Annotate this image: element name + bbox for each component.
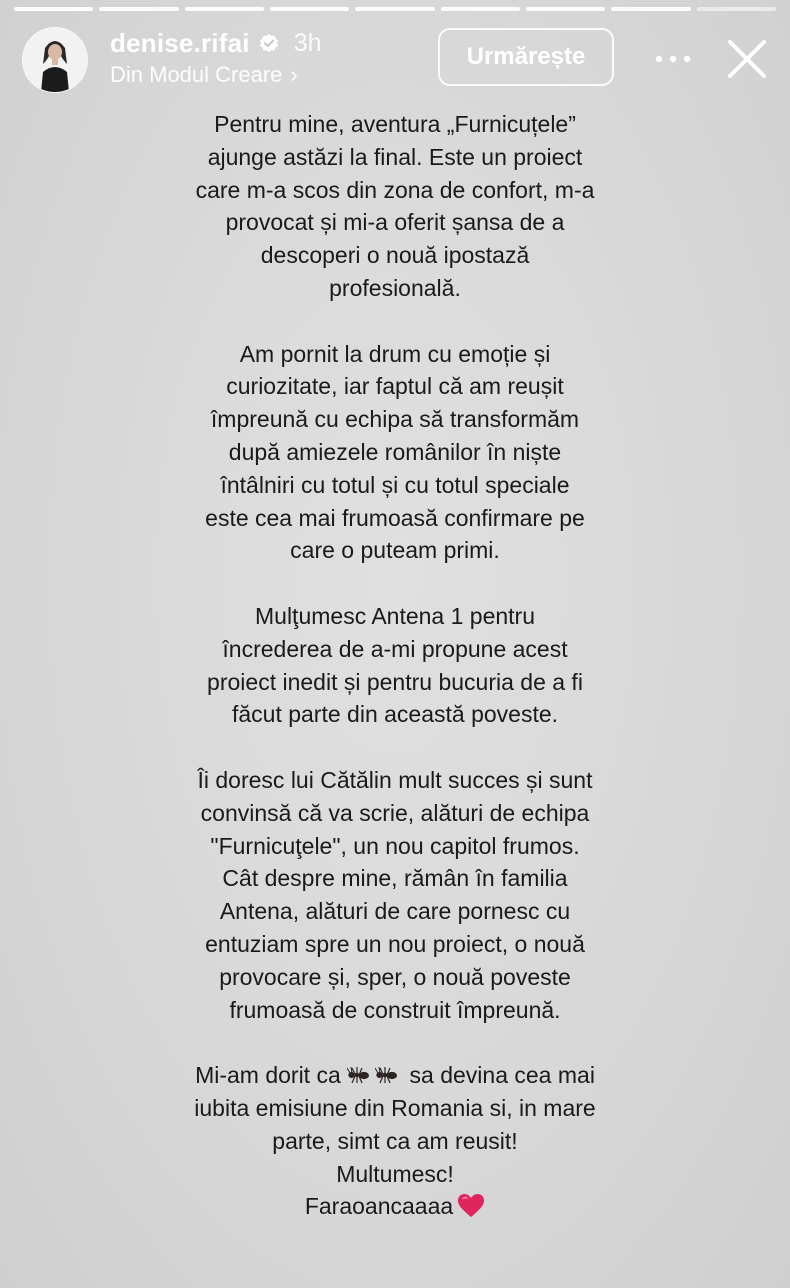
- text-line: ajunge astăzi la final. Este un proiect: [207, 143, 583, 170]
- text-line: care o puteam primi.: [290, 537, 500, 564]
- story-progress-bar: [14, 7, 776, 11]
- text-line: Antena, alături de care pornesc cu: [219, 898, 571, 925]
- signature-text: Faraoancaaaa: [304, 1193, 454, 1220]
- text-line: provocare și, sper, o nouă poveste: [219, 963, 571, 990]
- text-line: care m-a scos din zona de confort, m-a: [195, 176, 595, 203]
- story-paragraph: [150, 338, 640, 568]
- text-line: încrederea de a-mi propune acest: [222, 635, 568, 662]
- closing-line1-end: sa devina cea mai: [403, 1062, 595, 1089]
- username[interactable]: denise.rifai: [110, 28, 250, 58]
- text-line: "Furnicuţele", un nou capitol frumos.: [210, 832, 580, 859]
- more-options-icon[interactable]: [648, 44, 698, 74]
- text-line: proiect inedit și pentru bucuria de a fi: [207, 668, 583, 695]
- progress-segment: [14, 7, 93, 11]
- text-line: entuziam spre un nou proiect, o nouă: [205, 930, 585, 957]
- progress-segment: [441, 7, 520, 11]
- progress-segment: [611, 7, 690, 11]
- user-info: [110, 28, 322, 59]
- text-line: parte, simt ca am reusit!: [272, 1127, 518, 1154]
- progress-segment: [355, 7, 434, 11]
- ant-emoji-icon: [375, 1061, 403, 1081]
- text-line: făcut parte din această poveste.: [231, 701, 559, 728]
- text-line: este cea mai frumoasă confirmare pe: [205, 504, 585, 531]
- progress-segment: [526, 7, 605, 11]
- text-line: [150, 1190, 640, 1223]
- story-paragraph: [150, 108, 640, 305]
- text-line: Multumesc!: [336, 1160, 454, 1187]
- progress-segment: [99, 7, 178, 11]
- text-line: întâlniri cu totul și cu totul speciale: [220, 471, 570, 498]
- text-line: Îi doresc lui Cătălin mult succes și sunt: [197, 766, 593, 793]
- text-line: Pentru mine, aventura „Furnicuțele”: [214, 111, 576, 137]
- ant-emoji-icon: [347, 1061, 375, 1081]
- text-line: [150, 1059, 640, 1092]
- avatar[interactable]: [22, 27, 88, 93]
- text-line: profesională.: [329, 274, 461, 301]
- post-time: 3h: [293, 29, 322, 57]
- progress-segment: [185, 7, 264, 11]
- text-line: frumoasă de construit împreună.: [229, 996, 561, 1023]
- text-line: descoperi o nouă ipostază: [260, 242, 530, 269]
- follow-button[interactable]: Urmărește: [438, 28, 614, 86]
- text-line: împreună cu echipa să transformăm: [210, 406, 580, 433]
- create-mode-link[interactable]: [110, 62, 298, 88]
- closing-line1-start: Mi-am dorit ca: [195, 1062, 348, 1089]
- text-line: convinsă că va scrie, alături de echipa: [200, 799, 590, 826]
- text-line: provocat și mi-a oferit șansa de a: [225, 209, 565, 236]
- text-line: Cât despre mine, rămân în familia: [222, 865, 568, 892]
- progress-segment: [270, 7, 349, 11]
- story-header: [22, 24, 772, 94]
- text-line: Am pornit la drum cu emoție și: [239, 340, 551, 367]
- story-text: [150, 108, 640, 1256]
- create-mode-label: Din Modul Creare: [110, 62, 283, 87]
- text-line: Mulţumesc Antena 1 pentru: [255, 602, 535, 629]
- closing-paragraph: [150, 1059, 640, 1223]
- text-line: după amiezele românilor în niște: [228, 438, 562, 465]
- text-line: iubita emisiune din Romania si, in mare: [194, 1094, 596, 1121]
- avatar-image: [23, 28, 87, 92]
- red-heart-emoji-icon: [457, 1193, 485, 1219]
- chevron-right-icon: ›: [290, 62, 298, 87]
- story-paragraph: [150, 600, 640, 731]
- story-paragraph: [150, 764, 640, 1026]
- close-icon[interactable]: [722, 34, 772, 84]
- text-line: curiozitate, iar faptul că am reușit: [226, 373, 564, 400]
- verified-badge-icon: [258, 33, 280, 55]
- progress-segment-current: [697, 7, 776, 11]
